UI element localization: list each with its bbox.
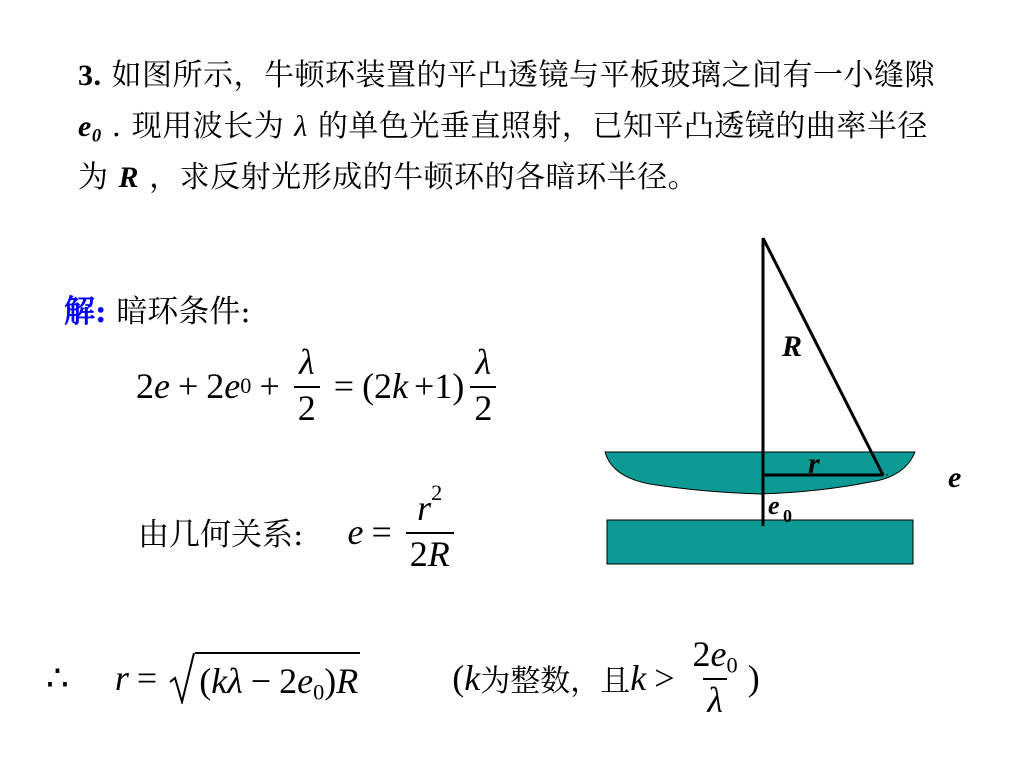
problem-text-2: . 现用波长为 xyxy=(111,109,285,144)
cond-gt: > xyxy=(654,657,675,698)
k-condition xyxy=(452,636,759,720)
label-e: e xyxy=(948,461,962,494)
problem-text-4: ，求反射光形成的牛顿环的各暗环半径。 xyxy=(149,160,699,195)
cond-close: ) xyxy=(747,657,760,698)
eq1-plus-one: +1) xyxy=(414,365,465,406)
cond-frac-den: λ xyxy=(703,678,727,720)
plano-convex-lens xyxy=(605,452,915,494)
radicand: $(k\lambda - 2e_0)R$ xyxy=(195,652,360,704)
eq1-frac-num: λ xyxy=(298,342,315,382)
lambda-symbol: λ xyxy=(294,110,308,143)
eq1-equals: = xyxy=(333,365,355,406)
final-r: r xyxy=(114,657,129,698)
cond-open: ( xyxy=(452,657,465,698)
dark-ring-condition: 暗环条件: xyxy=(116,294,251,330)
eq1-frac2-den: 2 xyxy=(470,386,496,428)
cond-k: k xyxy=(464,657,481,698)
geo-equals: = xyxy=(371,511,392,552)
cond-frac-num: $2e_0$ xyxy=(692,634,738,678)
cond-fraction xyxy=(689,636,742,720)
flat-glass-plate xyxy=(607,520,913,564)
radical-sign-icon xyxy=(169,652,195,704)
problem-number: 3. xyxy=(78,59,102,92)
label-e0: e xyxy=(768,491,780,520)
geo-frac-num: $r^2$ xyxy=(417,479,443,528)
R-symbol: R xyxy=(118,161,140,194)
label-R: R xyxy=(782,330,803,363)
label-e0-sub: 0 xyxy=(783,506,792,526)
eq1-coef-a: 2 xyxy=(136,365,154,406)
eq1-k: k xyxy=(392,365,409,406)
geo-e: e xyxy=(347,511,364,552)
problem-text-1: 如图所示，牛顿环装置的平凸透镜与平板玻璃之间有一小缝隙 xyxy=(111,58,936,93)
eq1-fraction-lambda-half xyxy=(294,344,320,428)
eq1-coef-b: 2 xyxy=(206,365,225,406)
geometry-relation xyxy=(138,479,460,574)
final-result xyxy=(46,636,760,720)
eq1-frac-den: 2 xyxy=(294,386,320,428)
e0-symbol: $e_0$ xyxy=(78,110,102,147)
label-r: r xyxy=(808,447,820,480)
eq1-frac2-num: λ xyxy=(475,342,492,382)
cond-k2: k xyxy=(630,657,647,698)
radius-line xyxy=(763,238,883,475)
problem-statement xyxy=(78,50,938,203)
newton-ring-diagram xyxy=(600,230,980,580)
geometry-label: 由几何关系: xyxy=(138,517,304,554)
eq1-paren-open: (2 xyxy=(362,365,393,406)
eq1-plus-2: + xyxy=(259,365,280,406)
solution-header xyxy=(64,286,251,331)
eq1-e: e xyxy=(154,365,170,406)
therefore-symbol: ∴ xyxy=(46,657,69,698)
eq1-e0: e xyxy=(224,365,241,406)
eq1-fraction-lambda-half-2 xyxy=(470,344,496,428)
eq1-plus: + xyxy=(177,365,199,406)
dark-ring-equation: 2 e + 2 e 0 + $\frac{\lambda}{2}$ = (2 k +1) $\frac{\lambda}{2}$ xyxy=(136,344,502,428)
final-equals: = xyxy=(136,657,158,698)
cond-text: 为整数，且 xyxy=(480,663,631,699)
geo-frac-den: 2R xyxy=(406,532,454,574)
problem-text-3: 的单色光垂直照射，已知平凸透镜的曲率半径为 xyxy=(78,109,928,195)
geo-fraction xyxy=(406,479,454,574)
square-root xyxy=(169,652,360,704)
solution-label: 解: xyxy=(64,294,107,330)
